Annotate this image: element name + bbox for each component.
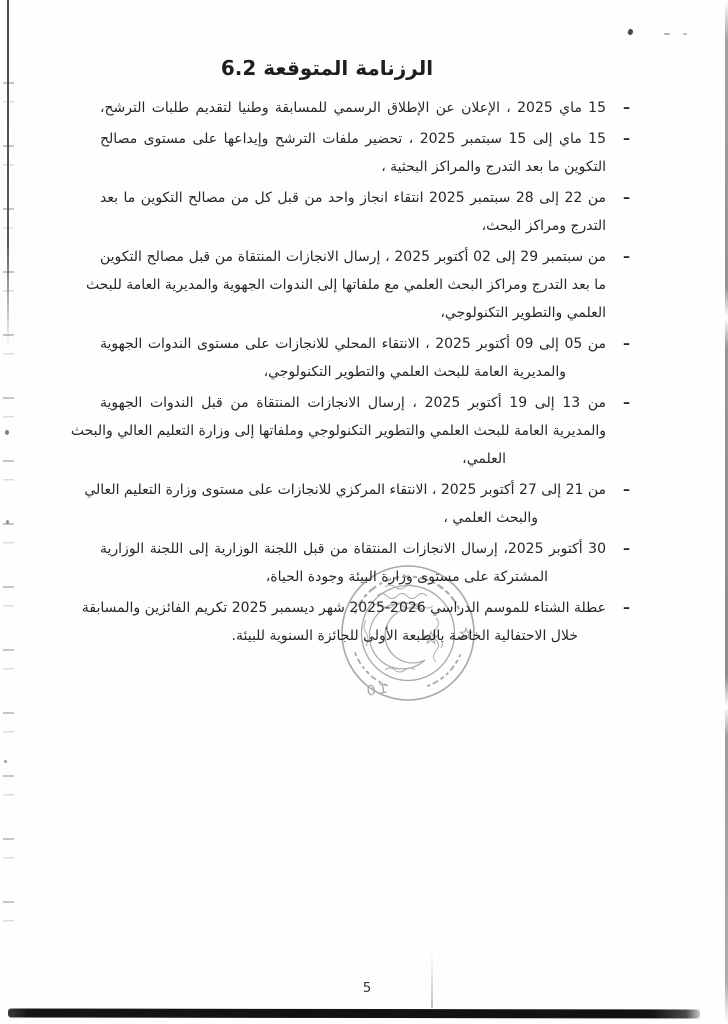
schedule-item-line: التكوين ما بعد التدرج والمراكز البحثية ، xyxy=(381,159,606,175)
stamp-rim-text-bottom-left xyxy=(355,652,389,686)
schedule-item xyxy=(100,125,630,181)
schedule-item-line: التدرج ومراكز البحث، xyxy=(481,218,606,234)
schedule-item-line: 15 ماي إلى 15 سبتمبر 2025 ، تحضير ملفات الترشح وإيداعها على مستوى مصالح xyxy=(100,131,606,147)
schedule-item-line: ما بعد التدرج ومراكز البحث العلمي مع ملفاتها إلى الندوات الجهوية والمديرية العامة للبحث xyxy=(85,277,606,293)
stamp-calligraphy xyxy=(385,668,415,672)
schedule-item-line: عطلة الشتاء للموسم الدراسي 2026-2025 شهر ديسمبر 2025 تكريم الفائزين والمسابقة xyxy=(81,600,606,616)
schedule-item xyxy=(100,330,630,386)
stamp-rim-text-bottom-right xyxy=(427,652,461,686)
scan-artifact-speck xyxy=(4,760,7,763)
schedule-item xyxy=(81,594,630,650)
bullet-dash: – xyxy=(623,190,630,206)
stamp-number: 01 xyxy=(365,680,392,700)
schedule-item-text xyxy=(100,184,606,240)
scan-artifact-speck xyxy=(5,430,9,435)
bullet-dash: – xyxy=(623,336,630,352)
schedule-list xyxy=(70,94,630,650)
schedule-item-line: خلال الاحتفالية الخاصة بالطبعة الأولى للجائزة السنوية للبيئة. xyxy=(231,628,578,644)
schedule-item xyxy=(70,389,630,473)
schedule-item-text xyxy=(84,476,606,532)
bullet-dash: – xyxy=(623,395,630,411)
schedule-item-line: والمديرية العامة للبحث العلمي والتطوير التكنولوجي، xyxy=(263,364,566,380)
schedule-item-line: من 22 إلى 28 سبتمبر 2025 انتقاء انجاز واحد من قبل كل من مصالح التكوين ما بعد xyxy=(100,190,607,206)
schedule-item-line: المشتركة على مستوى وزارة البيئة وجودة الحياة، xyxy=(265,569,548,585)
schedule-item xyxy=(100,184,630,240)
schedule-item-text xyxy=(100,94,606,122)
schedule-item-line: والبحث العلمي ، xyxy=(443,510,538,526)
schedule-item-text xyxy=(81,594,606,650)
bullet-dash: – xyxy=(623,131,630,147)
schedule-item-line: من 13 إلى 19 أكتوبر 2025 ، إرسال الانجازات المنتقاة من قبل الندوات الجهوية xyxy=(100,395,606,411)
scan-artifact-speck xyxy=(6,520,9,524)
section-heading: الرزنامة المتوقعة 6.2 xyxy=(220,56,434,80)
schedule-item xyxy=(84,476,630,532)
schedule-item-text xyxy=(100,125,606,181)
schedule-item xyxy=(85,243,630,327)
bullet-dash: – xyxy=(623,249,630,265)
scan-artifact-bottom-bar xyxy=(8,1009,700,1019)
page-number: 5 xyxy=(362,980,372,996)
schedule-item-text xyxy=(70,389,606,473)
bullet-dash: – xyxy=(623,100,630,116)
schedule-item-text xyxy=(85,243,606,327)
schedule-item-line: 15 ماي 2025 ، الإعلان عن الإطلاق الرسمي للمسابقة وطنيا لتقديم طلبات الترشح، xyxy=(100,100,606,116)
bullet-dash: – xyxy=(623,600,630,616)
schedule-item-line: من 21 إلى 27 أكتوبر 2025 ، الانتقاء المركزي للانجازات على مستوى وزارة التعليم العالي xyxy=(84,482,606,498)
schedule-item-line: من سبتمبر 29 إلى 02 أكتوبر 2025 ، إرسال الانجازات المنتقاة من قبل مصالح التكوين xyxy=(100,249,606,265)
bullet-dash: – xyxy=(623,482,630,498)
schedule-item-text xyxy=(100,330,606,386)
scan-artifact-left-edge-specks xyxy=(3,60,14,940)
schedule-item-line: 30 أكتوبر 2025، إرسال الانجازات المنتقاة من قبل اللجنة الوزارية إلى اللجنة الوزارية xyxy=(100,541,606,557)
schedule-item-text xyxy=(100,535,606,591)
bullet-dash: – xyxy=(623,541,630,557)
schedule-item-line: العلمي والتطوير التكنولوجي، xyxy=(440,305,606,321)
schedule-item-line: من 05 إلى 09 أكتوبر 2025 ، الانتقاء المحلي للانجازات على مستوى الندوات الجهوية xyxy=(100,336,606,352)
schedule-item-line: العلمي، xyxy=(462,451,506,467)
schedule-item-line: والمديرية العامة للبحث العلمي والتطوير التكنولوجي وملفاتها إلى وزارة التعليم العالي والبحث xyxy=(70,423,606,439)
schedule-item xyxy=(100,535,630,591)
scan-artifact-faint-line xyxy=(431,952,433,1008)
schedule-item xyxy=(100,94,630,122)
